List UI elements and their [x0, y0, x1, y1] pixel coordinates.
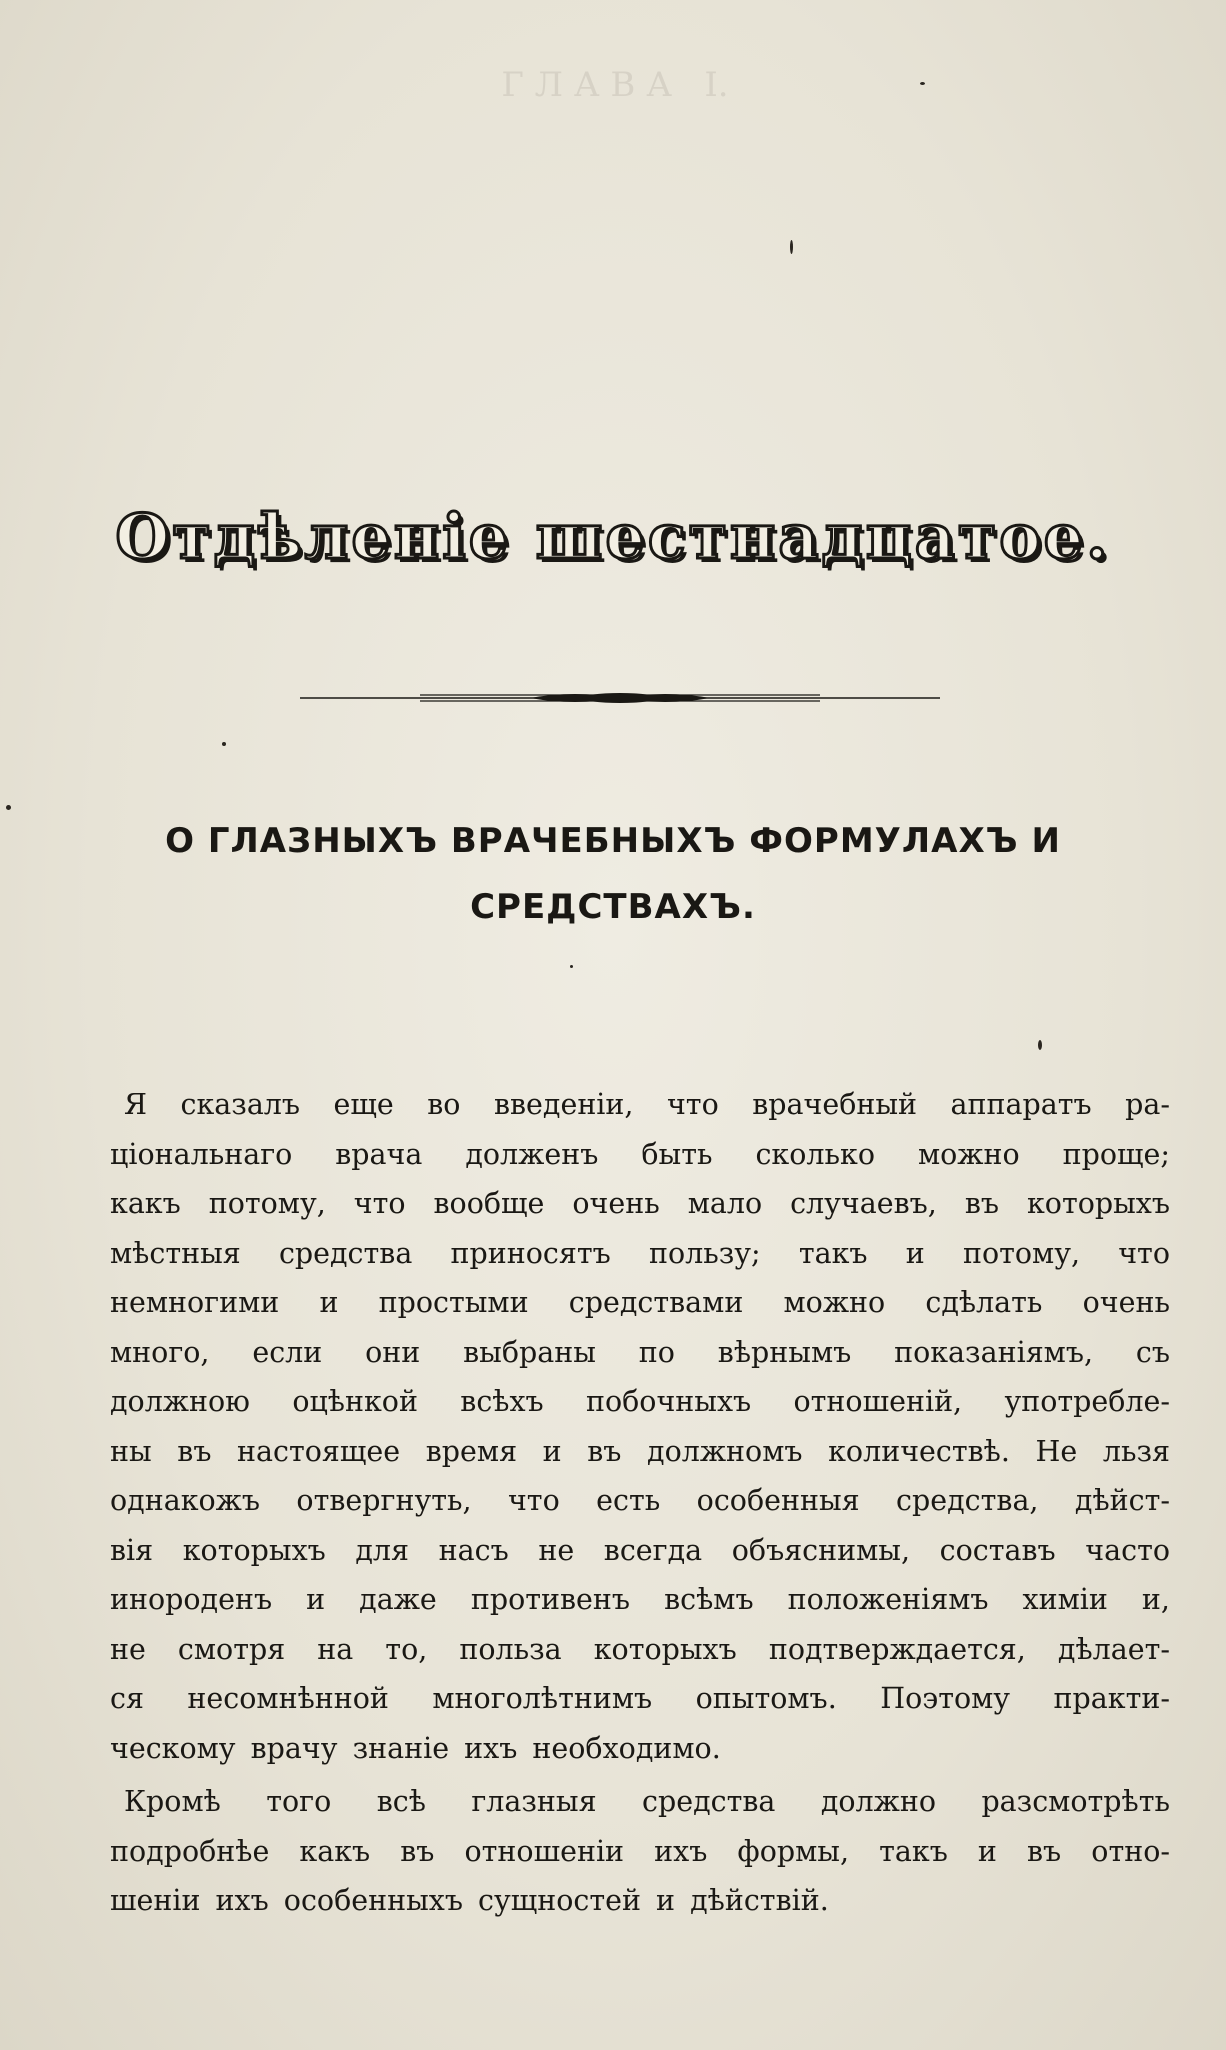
- text-line: ціональнаго врача долженъ быть сколько можно проще;: [110, 1137, 1170, 1171]
- text-line: вія которыхъ для насъ не всегда объяснимы, составъ часто: [110, 1533, 1170, 1567]
- text-line: ся несомнѣнной многолѣтнимъ опытомъ. Поэтому практи-: [110, 1682, 1170, 1715]
- text-line: ны въ настоящее время и въ должномъ количествѣ. Не льзя: [110, 1434, 1170, 1468]
- text-line: какъ потому, что вообще очень мало случаевъ, въ которыхъ: [110, 1187, 1170, 1220]
- text-line: немногими и простыми средствами можно сдѣлать очень: [110, 1286, 1170, 1319]
- text-line: подробнѣе какъ въ отношеніи ихъ формы, такъ и въ отно-: [110, 1834, 1170, 1868]
- paragraph: [110, 1080, 1170, 1773]
- text-line: Я сказалъ еще во введеніи, что врачебный аппаратъ ра-: [124, 1088, 1170, 1121]
- text-line: не смотря на то, польза которыхъ подтверждается, дѣлает-: [110, 1632, 1170, 1666]
- text-line: должною оцѣнкой всѣхъ побочныхъ отношеній, употребле-: [110, 1385, 1170, 1418]
- bleed-through-text: Г Л А В А І.: [501, 65, 729, 105]
- chapter-title-line: О ГЛАЗНЫХЪ ВРАЧЕБНЫХЪ ФОРМУЛАХЪ И: [165, 821, 1061, 861]
- text-line: однакожъ отвергнуть, что есть особенныя средства, дѣйст-: [110, 1484, 1170, 1517]
- text-line: Кромѣ того всѣ глазныя средства должно разсмотрѣть: [124, 1785, 1170, 1818]
- section-title: Отдѣленіе шестнадцатое.: [115, 500, 1111, 573]
- text-line: ческому врачу знаніе ихъ необходимо.: [110, 1731, 721, 1765]
- text-line: шеніи ихъ особенныхъ сущностей и дѣйствій.: [110, 1884, 829, 1917]
- paragraph: [110, 1777, 1170, 1926]
- chapter-title: [80, 808, 1146, 940]
- text-line: много, если они выбраны по вѣрнымъ показаніямъ, съ: [110, 1335, 1170, 1369]
- ornamental-divider: [300, 688, 940, 708]
- body-text: [110, 1080, 1170, 1926]
- chapter-title-line: СРЕДСТВАХЪ.: [470, 887, 756, 927]
- text-line: инороденъ и даже противенъ всѣмъ положеніямъ химіи и,: [110, 1583, 1170, 1616]
- text-line: мѣстныя средства приносятъ пользу; такъ и потому, что: [110, 1236, 1170, 1270]
